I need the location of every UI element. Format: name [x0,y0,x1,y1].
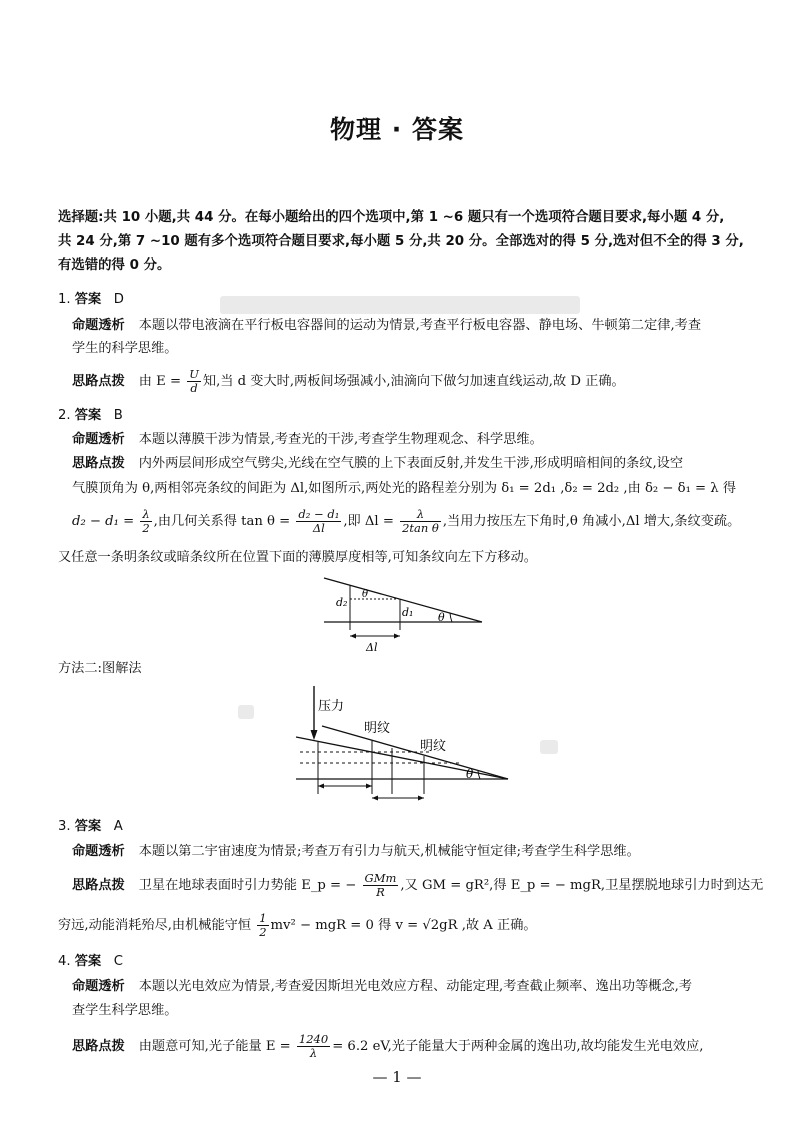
answer-label: 答案 [74,408,102,423]
q1-hint-text: 知,当 d 变大时,两板间场强减小,油滴向下做匀加速直线运动,故 D 正确。 [202,374,625,389]
hint-label: 思路点拨 [72,1039,125,1054]
q2-answer: B [113,408,123,423]
q4-number: 4. [58,954,71,969]
intro-line: 共 24 分,第 7 ~10 题有多个选项符合题目要求,每小题 5 分,共 20 分。全部选对的得 5 分,选对但不全的得 3 分, [58,234,744,249]
q1-hint [72,368,625,395]
q4-hint [72,1033,704,1060]
q2-hint-line3 [72,508,740,535]
arrow-head [418,796,424,801]
fraction-u-over-d: $\frac{U}{d}$ [189,367,199,395]
theta-label: θ [466,767,474,781]
fraction-d-over-dl: $\frac{\text{d₂ − d₁}}{\Delta l}$ [298,507,340,535]
q2-hint-text: 内外两层间形成空气劈尖,光线在空气膜的上下表面反射,并发生干涉,形成明暗相间的条纹,设空 [138,456,684,471]
bright-fringe-label: 明纹 [420,739,447,754]
q4-analysis-text: 本题以光电效应为情景,考查爱因斯坦光电效应方程、动能定理,考查截止频率、逸出功等概念,考 [138,979,693,994]
arrow-head [366,784,372,789]
q3-analysis-text: 本题以第二宇宙速度为情景;考查万有引力与航天,机械能守恒定律;考查学生科学思维。 [138,844,640,859]
q1-number: 1. [58,292,71,307]
q2-hint-text: ,当用力按压左下角时,θ 角减小,Δl 增大,条纹变疏。 [442,514,741,529]
pressed-top-line [296,737,508,779]
q2-hint [72,452,683,471]
q2-hint-text: d₂ − d₁ = [72,514,135,529]
q2-number: 2. [58,408,71,423]
scan-smudge [540,740,558,754]
q3-hint-text: ,又 GM = gR²,得 E_p = − mgR,卫星摆脱地球引力时到达无 [400,878,764,893]
q1-analysis-cont: 学生的科学思维。 [72,341,178,356]
q3-hint-text: 穷远,动能消耗殆尽,由机械能守恒 [58,918,252,933]
q3-hint-line2 [58,912,537,939]
q2-hint-line2: 气膜顶角为 θ,两相邻亮条纹的间距为 Δl,如图所示,两处光的路程差分别为 δ₁ = 2d₁ ,δ₂ = 2d₂ ,由 δ₂ − δ₁ = λ 得 [72,481,737,496]
q2-header [58,404,123,423]
fraction-1240-over-lambda: $\frac{1240}{\lambda}$ [298,1032,329,1060]
intro-line: 选择题:共 10 小题,共 44 分。在每小题给出的四个选项中,第 1 ~6 题只有一个选项符合题目要求,每小题 4 分, [58,210,725,225]
q4-analysis [72,975,692,994]
wedge-figure [320,572,490,658]
analysis-label: 命题透析 [72,844,125,859]
answer-label: 答案 [74,954,102,969]
q3-hint-text: mv² − mgR = 0 得 v = √2gR ,故 A 正确。 [270,918,537,933]
d1-label: d₁ [402,606,414,619]
q3-analysis [72,840,640,859]
q1-analysis [72,314,701,333]
bright-fringe-label: 明纹 [364,721,391,736]
hint-label: 思路点拨 [72,456,125,471]
q1-header [58,288,124,307]
theta-arc [478,771,480,779]
q3-hint [72,872,763,899]
q3-header [58,815,123,834]
q4-header [58,950,123,969]
graphical-method-figure [292,682,522,804]
theta-top-label: θ [362,589,369,600]
arrow-head [394,634,400,639]
arrow-head [318,784,324,789]
answer-label: 答案 [74,292,102,307]
force-arrow-head [311,730,318,740]
arrow-head [372,796,378,801]
d2-label: d₂ [336,596,348,609]
theta-arc [450,613,452,622]
q1-analysis-text: 本题以带电液滴在平行板电容器间的运动为情景,考查平行板电容器、静电场、牛顿第二定律,考查 [138,318,702,333]
q2-analysis-text: 本题以薄膜干涉为情景,考查光的干涉,考查学生物理观念、科学思维。 [138,432,543,447]
analysis-label: 命题透析 [72,432,125,447]
q2-hint-text: ,即 Δl = [343,514,394,529]
q1-hint-text: 由 E = [138,374,181,389]
original-top-line [322,726,508,779]
theta-label: θ [438,611,445,624]
q4-answer: C [113,954,123,969]
q1-answer: D [113,292,124,307]
intro-line: 有选错的得 0 分。 [58,258,171,273]
q4-hint-text: = 6.2 eV,光子能量大于两种金属的逸出功,故均能发生光电效应, [332,1039,704,1054]
q4-hint-text: 由题意可知,光子能量 E = [138,1039,291,1054]
fraction-lambda-over-2: $\frac{\lambda}{2}$ [142,507,150,535]
fraction-lambda-over-2tan: $\frac{\lambda}{\text{2tan θ}}$ [402,507,439,535]
method2-label: 方法二:图解法 [58,661,142,676]
intro-paragraph [58,206,758,278]
scan-smudge [238,705,254,719]
force-label: 压力 [318,699,345,714]
hint-label: 思路点拨 [72,374,125,389]
page-number: — 1 — [372,1068,422,1086]
q3-number: 3. [58,819,71,834]
q3-answer: A [113,819,123,834]
q2-analysis [72,428,543,447]
scan-smudge [220,296,580,314]
analysis-label: 命题透析 [72,318,125,333]
hint-label: 思路点拨 [72,878,125,893]
q3-hint-text: 卫星在地球表面时引力势能 E_p = − [138,878,357,893]
answer-label: 答案 [74,819,102,834]
delta-l-label: Δl [366,641,378,654]
arrow-head [350,634,356,639]
analysis-label: 命题透析 [72,979,125,994]
q4-analysis-cont: 查学生科学思维。 [72,1003,178,1018]
fraction-one-half: $\frac{1}{2}$ [259,911,267,939]
fraction-gmm-over-r: $\frac{\text{GMm}}{R}$ [364,871,397,899]
page-title: 物理 · 答案 [330,115,464,144]
q2-hint-text: ,由几何关系得 tan θ = [153,514,291,529]
q2-hint-line4: 又任意一条明条纹或暗条纹所在位置下面的薄膜厚度相等,可知条纹向左下方移动。 [58,550,537,565]
